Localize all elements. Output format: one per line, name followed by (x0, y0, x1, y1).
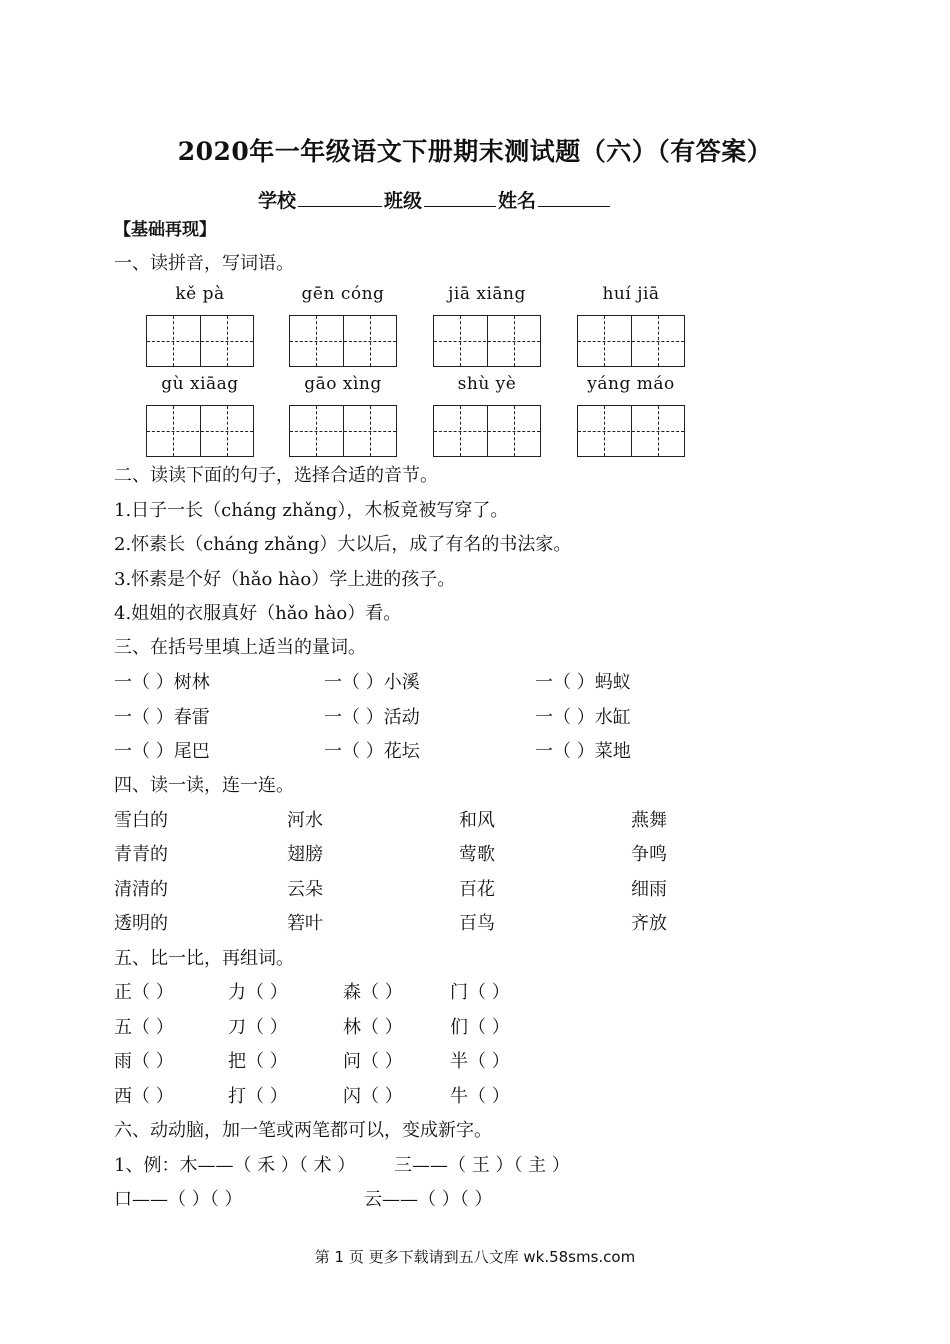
q4-word: 细雨 (631, 879, 667, 900)
q4-heading: 四、读一读，连一连。 (114, 775, 294, 796)
writing-grid[interactable] (289, 405, 397, 457)
q4-word: 和风 (459, 810, 495, 831)
class-label: 班级 (384, 190, 423, 212)
q5-heading: 五、比一比，再组词。 (114, 948, 294, 969)
q3-item: 一（ ）水缸 (535, 707, 631, 728)
writing-grid[interactable] (577, 405, 685, 457)
q4-word: 莺歌 (459, 844, 495, 865)
q2-heading: 二、读读下面的句子，选择合适的音节。 (114, 465, 438, 486)
q1-heading: 一、读拼音，写词语。 (114, 253, 294, 274)
q3-item: 一（ ）菜地 (535, 741, 631, 762)
pinyin-1: kě pà (175, 284, 225, 304)
writing-grid[interactable] (146, 405, 254, 457)
q4-word: 透明的 (114, 913, 168, 934)
q5-item: 正（ ） (114, 982, 174, 1003)
class-blank (424, 188, 496, 207)
q5-item: 五（ ） (114, 1017, 174, 1038)
q5-item: 森（ ） (343, 982, 403, 1003)
q3-heading: 三、在括号里填上适当的量词。 (114, 637, 366, 658)
writing-grid[interactable] (289, 315, 397, 367)
q3-item: 一（ ）蚂蚁 (535, 672, 631, 693)
q5-item: 刀（ ） (228, 1017, 288, 1038)
school-blank (298, 188, 382, 207)
writing-grid[interactable] (433, 405, 541, 457)
q5-item: 问（ ） (343, 1051, 403, 1072)
q3-item: 一（ ）尾巴 (114, 741, 210, 762)
q6-example-2: 三——（ 王 ）（ 主 ） (394, 1155, 570, 1176)
pinyin-8: yáng máo (587, 374, 675, 394)
q4-word: 河水 (287, 810, 323, 831)
pinyin-6: gāo xìng (304, 374, 382, 394)
q4-word: 清清的 (114, 879, 168, 900)
q6-item: 云——（ ）（ ） (364, 1189, 493, 1210)
q5-item: 林（ ） (343, 1017, 403, 1038)
q2-item: 3.怀素是个好（hǎo hào）学上进的孩子。 (114, 569, 456, 590)
pinyin-7: shù yè (457, 374, 517, 394)
q5-item: 力（ ） (228, 982, 288, 1003)
school-label: 学校 (258, 190, 297, 212)
q6-heading: 六、动动脑，加一笔或两笔都可以，变成新字。 (114, 1120, 492, 1141)
student-info-line (258, 186, 612, 213)
q3-item: 一（ ）小溪 (324, 672, 420, 693)
q5-item: 半（ ） (450, 1051, 510, 1072)
q4-word: 翅膀 (287, 844, 323, 865)
q3-item: 一（ ）春雷 (114, 707, 210, 728)
writing-grid[interactable] (146, 315, 254, 367)
page-title: 2020年一年级语文下册期末测试题（六）（有答案） (177, 137, 773, 166)
q4-word: 云朵 (287, 879, 323, 900)
q5-item: 把（ ） (228, 1051, 288, 1072)
q4-word: 青青的 (114, 844, 168, 865)
q5-item: 闪（ ） (343, 1086, 403, 1107)
q3-item: 一（ ）活动 (324, 707, 420, 728)
q4-word: 百鸟 (459, 913, 495, 934)
q4-word: 燕舞 (631, 810, 667, 831)
q4-word: 争鸣 (631, 844, 667, 865)
q4-word: 箬叶 (287, 913, 323, 934)
q6-example: 1、例：木——（ 禾 ）（ 术 ） (114, 1155, 356, 1176)
section-label: 【基础再现】 (114, 220, 216, 240)
q2-item: 2.怀素长（cháng zhǎng）大以后，成了有名的书法家。 (114, 534, 572, 555)
q4-word: 齐放 (631, 913, 667, 934)
q4-word: 百花 (459, 879, 495, 900)
q5-item: 门（ ） (450, 982, 510, 1003)
q5-item: 雨（ ） (114, 1051, 174, 1072)
pinyin-3: jiā xiāng (448, 284, 526, 304)
q2-item: 4.姐姐的衣服真好（hǎo hào）看。 (114, 603, 402, 624)
q5-item: 西（ ） (114, 1086, 174, 1107)
q6-item: 口——（ ）（ ） (114, 1189, 243, 1210)
q3-item: 一（ ）树林 (114, 672, 210, 693)
q4-word: 雪白的 (114, 810, 168, 831)
pinyin-5: gù xiāag (161, 374, 239, 394)
q2-item: 1.日子一长（cháng zhǎng），木板竟被写穿了。 (114, 500, 509, 521)
pinyin-2: gēn cóng (301, 284, 385, 304)
q3-item: 一（ ）花坛 (324, 741, 420, 762)
writing-grid[interactable] (577, 315, 685, 367)
q5-item: 牛（ ） (450, 1086, 510, 1107)
writing-grid[interactable] (433, 315, 541, 367)
q5-item: 们（ ） (450, 1017, 510, 1038)
name-blank (538, 188, 610, 207)
page-footer: 第 1 页 更多下载请到五八文库 wk.58sms.com (314, 1248, 636, 1266)
name-label: 姓名 (498, 190, 537, 212)
pinyin-4: huí jiā (602, 284, 660, 304)
q5-item: 打（ ） (228, 1086, 288, 1107)
